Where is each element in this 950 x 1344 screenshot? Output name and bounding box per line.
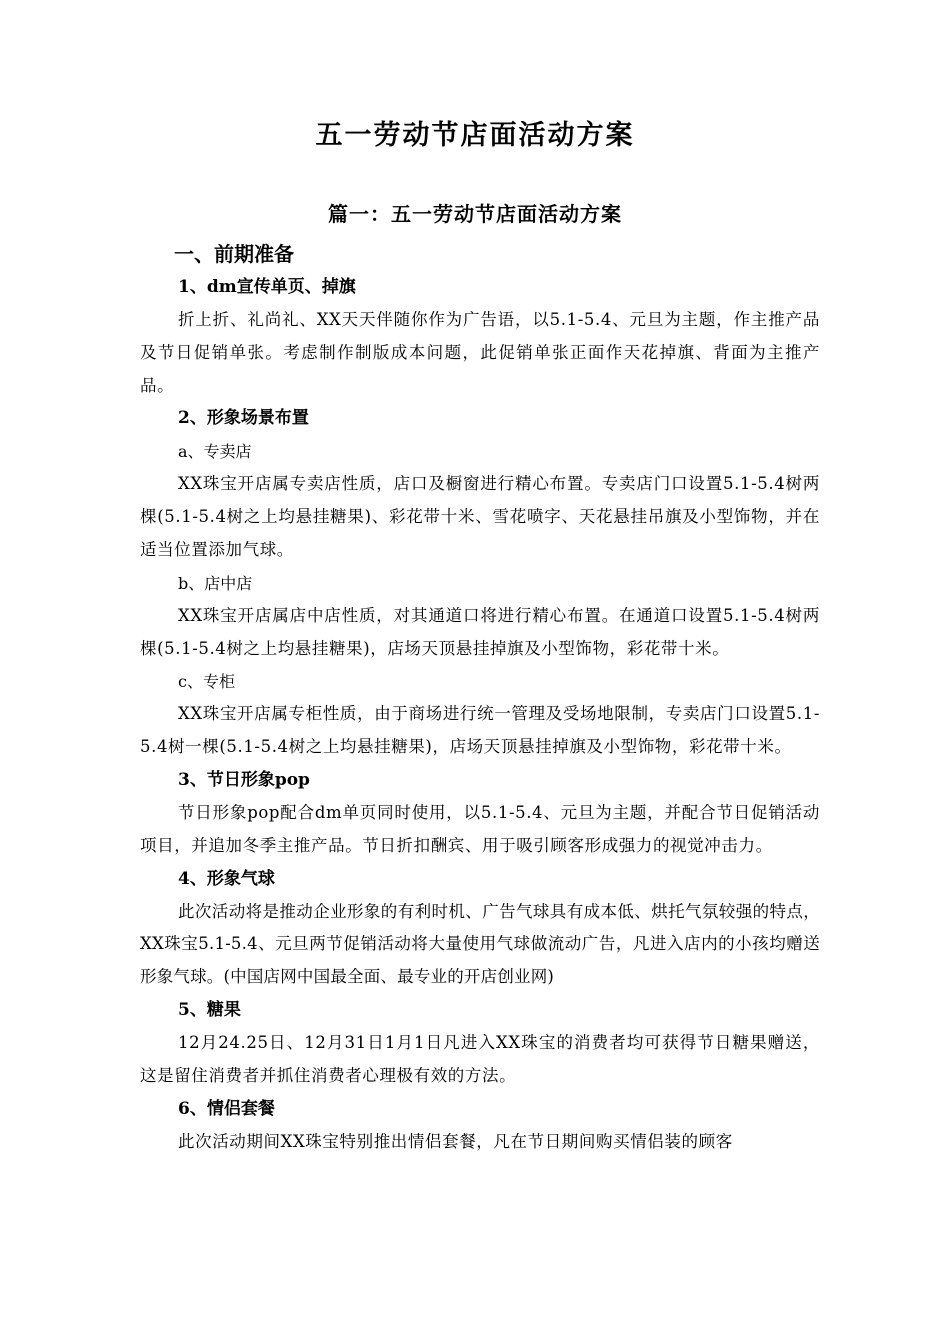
item-heading-1: 1、dm宣传单页、掉旗 (178, 277, 356, 297)
item-heading-3: 3、节日形象pop (178, 769, 310, 790)
item-heading-5: 5、糖果 (178, 999, 241, 1020)
subitem-label-2a: a、专卖店 (178, 442, 252, 462)
item-heading-4: 4、形象气球 (178, 868, 275, 889)
section-heading-preparation: 一、前期准备 (174, 242, 294, 266)
document-subtitle: 篇一：五一劳动节店面活动方案 (328, 202, 622, 226)
subitem-label-2b: b、店中店 (178, 573, 253, 593)
item-paragraph-1: 折上折、礼尚礼、XX天天伴随你作为广告语，以5.1-5.4、元旦为主题，作主推产品及节日促销单张。考虑制作制版成本问题，此促销单张正面作天花掉旗、背面为主推产品。 (140, 310, 820, 395)
subitem-paragraph-2a: XX珠宝开店属专卖店性质，店口及橱窗进行精心布置。专卖店门口设置5.1-5.4树两棵(5.1-5.4树之上均悬挂糖果)、彩花带十米、雪花喷字、天花悬挂吊旗及小型饰物，并在适当位置添加气球。 (140, 474, 820, 559)
subitem-paragraph-2c: XX珠宝开店属专柜性质，由于商场进行统一管理及受场地限制，专卖店门口设置5.1-5.4树一棵(5.1-5.4树之上均悬挂糖果)，店场天顶悬挂掉旗及小型饰物，彩花带十米。 (140, 704, 820, 757)
item-paragraph-3: 节日形象pop配合dm单页同时使用，以5.1-5.4、元旦为主题，并配合节日促销活动项目，并追加冬季主推产品。节日折扣酬宾、用于吸引顾客形成强力的视觉冲击力。 (140, 802, 820, 855)
item-paragraph-4: 此次活动将是推动企业形象的有利时机、广告气球具有成本低、烘托气氛较强的特点，XX珠宝5.1-5.4、元旦两节促销活动将大量使用气球做流动广告，凡进入店内的小孩均赠送形象气球。(中国店网中国最全面、最专业的开店创业网) (140, 901, 820, 987)
item-heading-2: 2、形象场景布置 (178, 408, 309, 429)
subitem-paragraph-2b: XX珠宝开店属店中店性质，对其通道口将进行精心布置。在通道口设置5.1-5.4树两棵(5.1-5.4树之上均悬挂糖果)，店场天顶悬挂掉旗及小型饰物，彩花带十米。 (140, 605, 820, 658)
document-title: 五一劳动节店面活动方案 (315, 120, 635, 151)
document-body (140, 237, 820, 1158)
item-heading-6: 6、情侣套餐 (178, 1098, 275, 1119)
item-paragraph-5: 12月24.25日、12月31日1月1日凡进入XX珠宝的消费者均可获得节日糖果赠送，这是留住消费者并抓住消费者心理极有效的方法。 (140, 1032, 820, 1085)
subitem-label-2c: c、专柜 (178, 672, 235, 692)
item-paragraph-6: 此次活动期间XX珠宝特别推出情侣套餐，凡在节日期间购买情侣装的顾客 (178, 1131, 733, 1151)
